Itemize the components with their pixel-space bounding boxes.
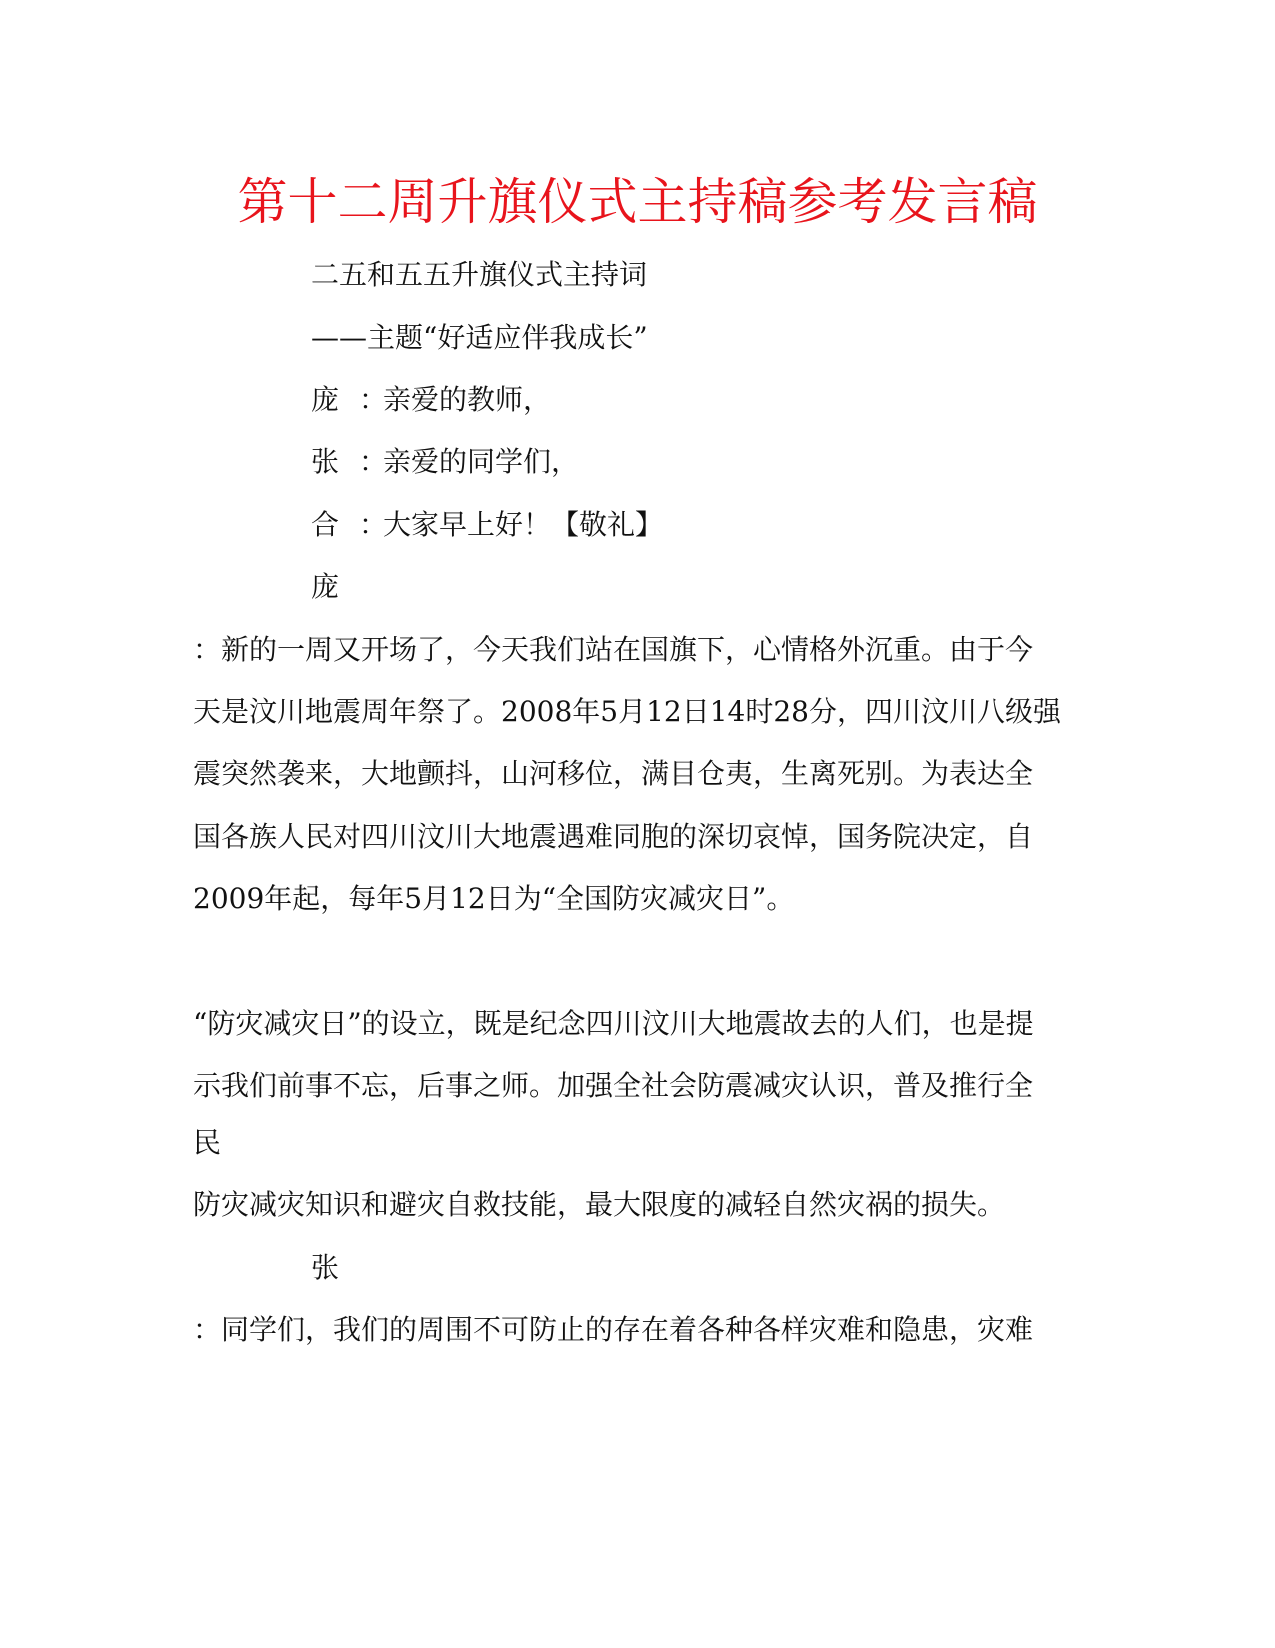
speaker-label: 张 [311,1251,340,1284]
speaker-label: 张 [311,445,340,478]
greeting-line [311,505,663,545]
speaker-colon: ： [359,508,388,541]
speaker-label: 庞 [311,570,340,603]
greeting-line [311,380,551,420]
paragraph-line: 民 [193,1126,222,1159]
paragraph-line: “防灾减灾日”的设立，既是纪念四川汶川大地震故去的人们，也是提 [193,1007,1034,1040]
paragraph-line: 防灾减灾知识和避灾自救技能，最大限度的减轻自然灾祸的损失。 [193,1188,1006,1221]
speaker-colon: ： [359,383,388,416]
speaker-colon: ： [359,445,388,478]
theme-line: ——主题“好适应伴我成长” [311,321,648,354]
paragraph-line: 天是汶川地震周年祭了。2008年5月12日14时28分，四川汶川八级强 [193,695,1061,728]
subtitle: 二五和五五升旗仪式主持词 [311,258,648,291]
paragraph-line: 示我们前事不忘，后事之师。加强全社会防震减灾认识，普及推行全 [193,1069,1034,1102]
greeting-text: 亲爱的教师， [383,383,552,416]
paragraph-line: ：新的一周又开场了，今天我们站在国旗下，心情格外沉重。由于今 [193,633,1034,666]
paragraph-line: ：同学们，我们的周围不可防止的存在着各种各样灾难和隐患，灾难 [193,1313,1034,1346]
greeting-text: 亲爱的同学们， [383,445,580,478]
greeting-text: 大家早上好！【敬礼】 [383,508,664,541]
speaker-label: 合 [311,508,340,541]
paragraph-line: 2009年起，每年5月12日为“全国防灾减灾日”。 [193,882,795,915]
greeting-line [311,442,579,482]
speaker-label: 庞 [311,383,340,416]
paragraph-line: 震突然袭来，大地颤抖，山河移位，满目仓夷，生离死别。为表达全 [193,757,1034,790]
document-title: 第十二周升旗仪式主持稿参考发言稿 [237,173,1038,231]
paragraph-line: 国各族人民对四川汶川大地震遇难同胞的深切哀悼，国务院决定，自 [193,820,1034,853]
